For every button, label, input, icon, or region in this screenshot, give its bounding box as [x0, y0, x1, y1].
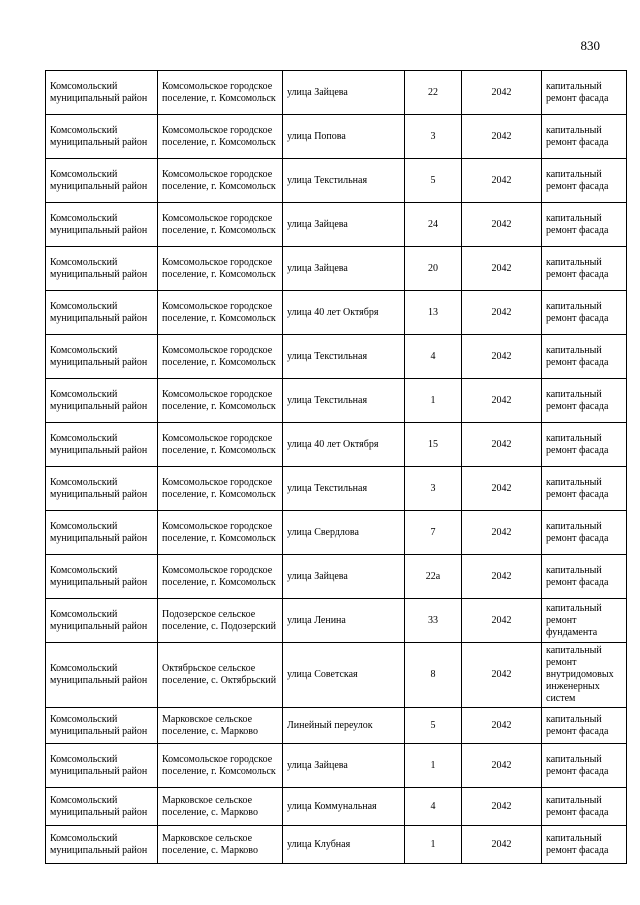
year-cell: 2042: [462, 826, 542, 864]
house-number-cell: 4: [405, 335, 462, 379]
district-cell: Комсомольский муниципальный район: [46, 511, 158, 555]
year-cell: 2042: [462, 115, 542, 159]
work-type-cell: капитальный ремонт внутридомовых инженерных систем: [542, 643, 627, 708]
street-cell: улица Зайцева: [283, 555, 405, 599]
settlement-cell: Марковское сельское поселение, с. Марково: [158, 788, 283, 826]
settlement-cell: Комсомольское городское поселение, г. Комсомольск: [158, 555, 283, 599]
table-row: [46, 159, 627, 203]
settlement-cell: Комсомольское городское поселение, г. Комсомольск: [158, 511, 283, 555]
table-row: [46, 423, 627, 467]
house-number-cell: 1: [405, 379, 462, 423]
work-type-cell: капитальный ремонт фасада: [542, 379, 627, 423]
house-number-cell: 24: [405, 203, 462, 247]
settlement-cell: Комсомольское городское поселение, г. Комсомольск: [158, 335, 283, 379]
table-row: [46, 291, 627, 335]
house-number-cell: 1: [405, 744, 462, 788]
year-cell: 2042: [462, 291, 542, 335]
district-cell: Комсомольский муниципальный район: [46, 826, 158, 864]
table-row: [46, 115, 627, 159]
settlement-cell: Комсомольское городское поселение, г. Комсомольск: [158, 247, 283, 291]
street-cell: улица Зайцева: [283, 71, 405, 115]
work-type-cell: капитальный ремонт фасада: [542, 788, 627, 826]
house-number-cell: 22а: [405, 555, 462, 599]
work-type-cell: капитальный ремонт фасада: [542, 511, 627, 555]
district-cell: Комсомольский муниципальный район: [46, 423, 158, 467]
district-cell: Комсомольский муниципальный район: [46, 379, 158, 423]
street-cell: Линейный переулок: [283, 708, 405, 744]
table-row: [46, 555, 627, 599]
house-number-cell: 7: [405, 511, 462, 555]
work-type-cell: капитальный ремонт фасада: [542, 159, 627, 203]
table-row: [46, 788, 627, 826]
year-cell: 2042: [462, 599, 542, 643]
year-cell: 2042: [462, 744, 542, 788]
street-cell: улица Текстильная: [283, 379, 405, 423]
year-cell: 2042: [462, 379, 542, 423]
district-cell: Комсомольский муниципальный район: [46, 555, 158, 599]
work-type-cell: капитальный ремонт фасада: [542, 115, 627, 159]
settlement-cell: Комсомольское городское поселение, г. Комсомольск: [158, 423, 283, 467]
work-type-cell: капитальный ремонт фасада: [542, 826, 627, 864]
street-cell: улица Попова: [283, 115, 405, 159]
table-row: [46, 247, 627, 291]
district-cell: Комсомольский муниципальный район: [46, 467, 158, 511]
housing-repair-table: [45, 70, 627, 864]
settlement-cell: Комсомольское городское поселение, г. Комсомольск: [158, 379, 283, 423]
street-cell: улица Советская: [283, 643, 405, 708]
year-cell: 2042: [462, 555, 542, 599]
street-cell: улица Зайцева: [283, 247, 405, 291]
table-row: [46, 708, 627, 744]
table-row: [46, 744, 627, 788]
work-type-cell: капитальный ремонт фасада: [542, 291, 627, 335]
district-cell: Комсомольский муниципальный район: [46, 744, 158, 788]
table-row: [46, 643, 627, 708]
house-number-cell: 15: [405, 423, 462, 467]
house-number-cell: 33: [405, 599, 462, 643]
table-row: [46, 826, 627, 864]
year-cell: 2042: [462, 788, 542, 826]
settlement-cell: Марковское сельское поселение, с. Марково: [158, 708, 283, 744]
house-number-cell: 5: [405, 708, 462, 744]
table-row: [46, 379, 627, 423]
year-cell: 2042: [462, 247, 542, 291]
district-cell: Комсомольский муниципальный район: [46, 708, 158, 744]
district-cell: Комсомольский муниципальный район: [46, 159, 158, 203]
district-cell: Комсомольский муниципальный район: [46, 599, 158, 643]
page-number: 830: [580, 38, 600, 53]
year-cell: 2042: [462, 71, 542, 115]
table-row: [46, 511, 627, 555]
district-cell: Комсомольский муниципальный район: [46, 247, 158, 291]
table-row: [46, 599, 627, 643]
work-type-cell: капитальный ремонт фасада: [542, 203, 627, 247]
house-number-cell: 8: [405, 643, 462, 708]
district-cell: Комсомольский муниципальный район: [46, 71, 158, 115]
district-cell: Комсомольский муниципальный район: [46, 788, 158, 826]
street-cell: улица 40 лет Октября: [283, 423, 405, 467]
work-type-cell: капитальный ремонт фасада: [542, 555, 627, 599]
street-cell: улица Клубная: [283, 826, 405, 864]
settlement-cell: Комсомольское городское поселение, г. Комсомольск: [158, 203, 283, 247]
work-type-cell: капитальный ремонт фасада: [542, 708, 627, 744]
street-cell: улица Текстильная: [283, 335, 405, 379]
work-type-cell: капитальный ремонт фундамента: [542, 599, 627, 643]
district-cell: Комсомольский муниципальный район: [46, 643, 158, 708]
year-cell: 2042: [462, 335, 542, 379]
work-type-cell: капитальный ремонт фасада: [542, 467, 627, 511]
table-row: [46, 335, 627, 379]
work-type-cell: капитальный ремонт фасада: [542, 71, 627, 115]
table-row: [46, 467, 627, 511]
street-cell: улица Ленина: [283, 599, 405, 643]
house-number-cell: 4: [405, 788, 462, 826]
house-number-cell: 3: [405, 115, 462, 159]
settlement-cell: Подозерское сельское поселение, с. Подозерский: [158, 599, 283, 643]
house-number-cell: 5: [405, 159, 462, 203]
year-cell: 2042: [462, 159, 542, 203]
settlement-cell: Комсомольское городское поселение, г. Комсомольск: [158, 467, 283, 511]
street-cell: улица Коммунальная: [283, 788, 405, 826]
year-cell: 2042: [462, 423, 542, 467]
settlement-cell: Октябрьское сельское поселение, с. Октябрьский: [158, 643, 283, 708]
settlement-cell: Комсомольское городское поселение, г. Комсомольск: [158, 159, 283, 203]
work-type-cell: капитальный ремонт фасада: [542, 335, 627, 379]
settlement-cell: Комсомольское городское поселение, г. Комсомольск: [158, 71, 283, 115]
work-type-cell: капитальный ремонт фасада: [542, 247, 627, 291]
settlement-cell: Комсомольское городское поселение, г. Комсомольск: [158, 115, 283, 159]
year-cell: 2042: [462, 203, 542, 247]
street-cell: улица Текстильная: [283, 159, 405, 203]
settlement-cell: Марковское сельское поселение, с. Марково: [158, 826, 283, 864]
table-body: [46, 71, 627, 864]
work-type-cell: капитальный ремонт фасада: [542, 423, 627, 467]
street-cell: улица 40 лет Октября: [283, 291, 405, 335]
district-cell: Комсомольский муниципальный район: [46, 291, 158, 335]
street-cell: улица Текстильная: [283, 467, 405, 511]
year-cell: 2042: [462, 643, 542, 708]
table-row: [46, 71, 627, 115]
house-number-cell: 1: [405, 826, 462, 864]
year-cell: 2042: [462, 708, 542, 744]
year-cell: 2042: [462, 511, 542, 555]
house-number-cell: 13: [405, 291, 462, 335]
street-cell: улица Свердлова: [283, 511, 405, 555]
house-number-cell: 3: [405, 467, 462, 511]
work-type-cell: капитальный ремонт фасада: [542, 744, 627, 788]
street-cell: улица Зайцева: [283, 203, 405, 247]
settlement-cell: Комсомольское городское поселение, г. Комсомольск: [158, 291, 283, 335]
street-cell: улица Зайцева: [283, 744, 405, 788]
house-number-cell: 22: [405, 71, 462, 115]
district-cell: Комсомольский муниципальный район: [46, 115, 158, 159]
house-number-cell: 20: [405, 247, 462, 291]
district-cell: Комсомольский муниципальный район: [46, 335, 158, 379]
year-cell: 2042: [462, 467, 542, 511]
settlement-cell: Комсомольское городское поселение, г. Комсомольск: [158, 744, 283, 788]
table-row: [46, 203, 627, 247]
district-cell: Комсомольский муниципальный район: [46, 203, 158, 247]
